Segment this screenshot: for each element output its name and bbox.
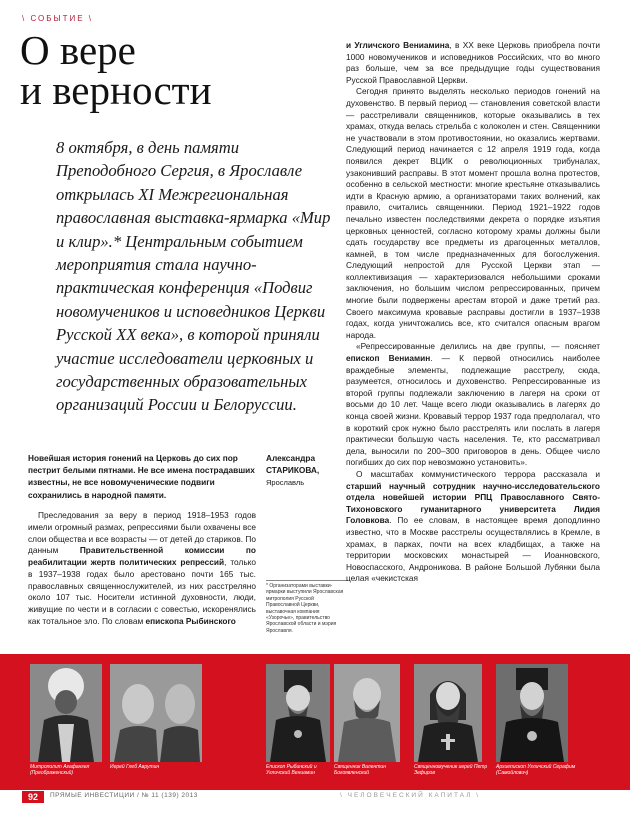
text-run: «Репрессированные делились на две группы, — поясняет: [356, 341, 600, 352]
paragraph: [346, 341, 600, 469]
text-run: . — К первой относились наиболее враждебные элементы, подлежащие расстрелу, сюда, разумеется, относилось и духовенство. Репрессированные из второй группы подлежали заключению в лагеря на сроки от восьми до 10 лет. Чаще всего люди оказывались в лагерях до конца своей жизни. Кровавый террор 1937 года предполагал, что в короткий срок нужно было расстрелять или послать в лагеря практически большую часть населения. Те, кто рассматривал дела, выносили по 200–300 приговоров в день. Общее число погибших до сих пор невозможно установить».: [346, 353, 600, 468]
photo-caption: Митрополит Агафангел (Преображенский): [30, 764, 90, 776]
magazine-issue: ПРЯМЫЕ ИНВЕСТИЦИИ / № 11 (139) 2013: [50, 792, 198, 799]
photo-caption: Священник Валентин Богоявленский: [334, 764, 386, 776]
author-first-name: Александра: [266, 453, 316, 463]
paragraph: [28, 510, 256, 628]
photo-caption: Иерей Глеб Аврутин: [110, 764, 160, 770]
text-run: Преследования за веру в период 1918–1953 годов имели огромный размах, репрессиями были охвачены все слои общества и все возрасты — от детей до стариков. По данным: [28, 510, 256, 556]
portrait-mugshot-icon: [110, 664, 202, 762]
section-tag: \ СОБЫТИЕ \: [22, 14, 94, 23]
text-run: О масштабах коммунистического террора рассказала и: [356, 468, 600, 479]
author-city: Ярославль: [266, 478, 305, 487]
footnote: * Организаторами выставки-ярмарки выступили Ярославская митрополия Русской Православной Церкви, выставочная компания «Узорочье», правительство Ярославской области и мэрия Ярославля.: [266, 580, 348, 634]
paragraph: Сегодня принято выделять несколько периодов гонений на духовенство. В первый период — становления советской власти — расстреливали священников, которые оказывались в тех храмах, откуда велась стрельба с колоколен и стен. Священники не участвовали в этом противостоянии, но оказались жертвами. Следующий период начинается с 12 апреля 1919 года, когда появился декрет ВЦИК о революционных трибуналах, узаконивший расправы. В этот момент прошла волна протестов, особенно в сельской местности: многие крестьяне отказывались идти в Красную армию, а организаторами таких волнений, как правило, считались священники. Период 1921–1922 годов печально известен последствиями декрета о порядке изъятия церковных ценностей, согласно которому храмы должны были сдать государству все предметы из драгоценных металлов, камней, в том числе предназначенных для богослужения. Следующий непростой для Русской Церкви этап — коллективизация — характеризовался небольшими сроками заключения, но большим числом репрессированных, причем многие были подвержены арестам второй и даже третий раз. Своего максимума кровавые расправы достигли в 1937–1938 годах, когда уничтожались все, кто считался опасным врагом народа.: [346, 86, 600, 340]
portrait-priest-cross-icon: [414, 664, 482, 762]
photo-caption: Архиепископ Угличский Серафим (Самойлович): [496, 764, 576, 776]
photo-caption: Епископ Рыбинский и Угличский Вениамин: [266, 764, 317, 776]
paragraph: [346, 469, 600, 585]
title-line-1: О вере: [20, 27, 136, 73]
portrait-bishop-icon: [266, 664, 330, 762]
author-byline: [266, 452, 346, 489]
body-column-2: [346, 40, 600, 585]
highlight-bishop: епископа Рыбинского: [145, 615, 236, 626]
article-intro: Новейшая история гонений на Церковь до сих пор пестрит белыми пятнами. Не все имена пострадавших известны, не все новомученические подвиги сохранились в народной памяти.: [28, 453, 255, 500]
rubric-label: \ ЧЕЛОВЕЧЕСКИЙ КАПИТАЛ \: [340, 792, 481, 799]
author-last-name: СТАРИКОВА,: [266, 465, 320, 475]
text-run: , только в 1937–1938 годах было арестовано почти 165 тыс. православных священнослужителей, из них расстреляно около 107 тыс. Носители истинной духовности, люди, живущие по чести и в согласии с совестью, искоренялись как тотальное зло. По словам: [28, 557, 256, 626]
page-number: 92: [22, 791, 44, 803]
portrait-archbishop-icon: [496, 664, 568, 762]
highlight-golovkova: старший научный сотрудник научно-исследовательского отдела новейшей истории РПЦ Православного Свято-Тихоновского гуманитарного университета Лидия Головкова: [346, 480, 600, 526]
text-run: , в XX веке Церковь приобрела почти 1000 новомучеников и исповедников Российских, что во много раз больше, чем за все предыдущие годы существования Русской Православной Церкви.: [346, 40, 600, 85]
title-line-2: и верности: [20, 67, 212, 113]
photo-caption: Священномученик иерей Петр Зефиров: [414, 764, 488, 776]
article-lead: 8 октября, в день памяти Преподобного Сергия, в Ярославле открылась XI Межрегиональная православная выставка-ярмарка «Мир и клир».* Центральным событием мероприятия стала научно-практическая конференция «Подвиг новомучеников и исповедников Церкви Русской XX века», в которой приняли участие исследователи церковных и государственных образовательных организаций России и Белоруссии.: [56, 138, 331, 415]
paragraph: [346, 40, 600, 86]
highlight-commission: Правительственной комиссии по реабилитации жертв политических репрессий: [28, 545, 257, 567]
highlight-bishop-cont: и Угличского Вениамина: [346, 40, 450, 50]
portrait-priest-icon: [334, 664, 400, 762]
text-run: . По ее словам, в настоящее время доподлинно известно, что в Москве расстрелы осуществлялись в Кремле, в храмах, в парках, почти на всех кладбищах, а также на территории московских монастырей — Иоанновского, Новоспасского, Андроникова. В районе Большой Лубянки была целая «чекистская: [346, 515, 600, 584]
portrait-metropolitan-icon: [30, 664, 102, 762]
body-column-1: [28, 510, 256, 628]
page-title: [20, 27, 212, 113]
highlight-veniamin: епископ Вениамин: [346, 353, 431, 364]
